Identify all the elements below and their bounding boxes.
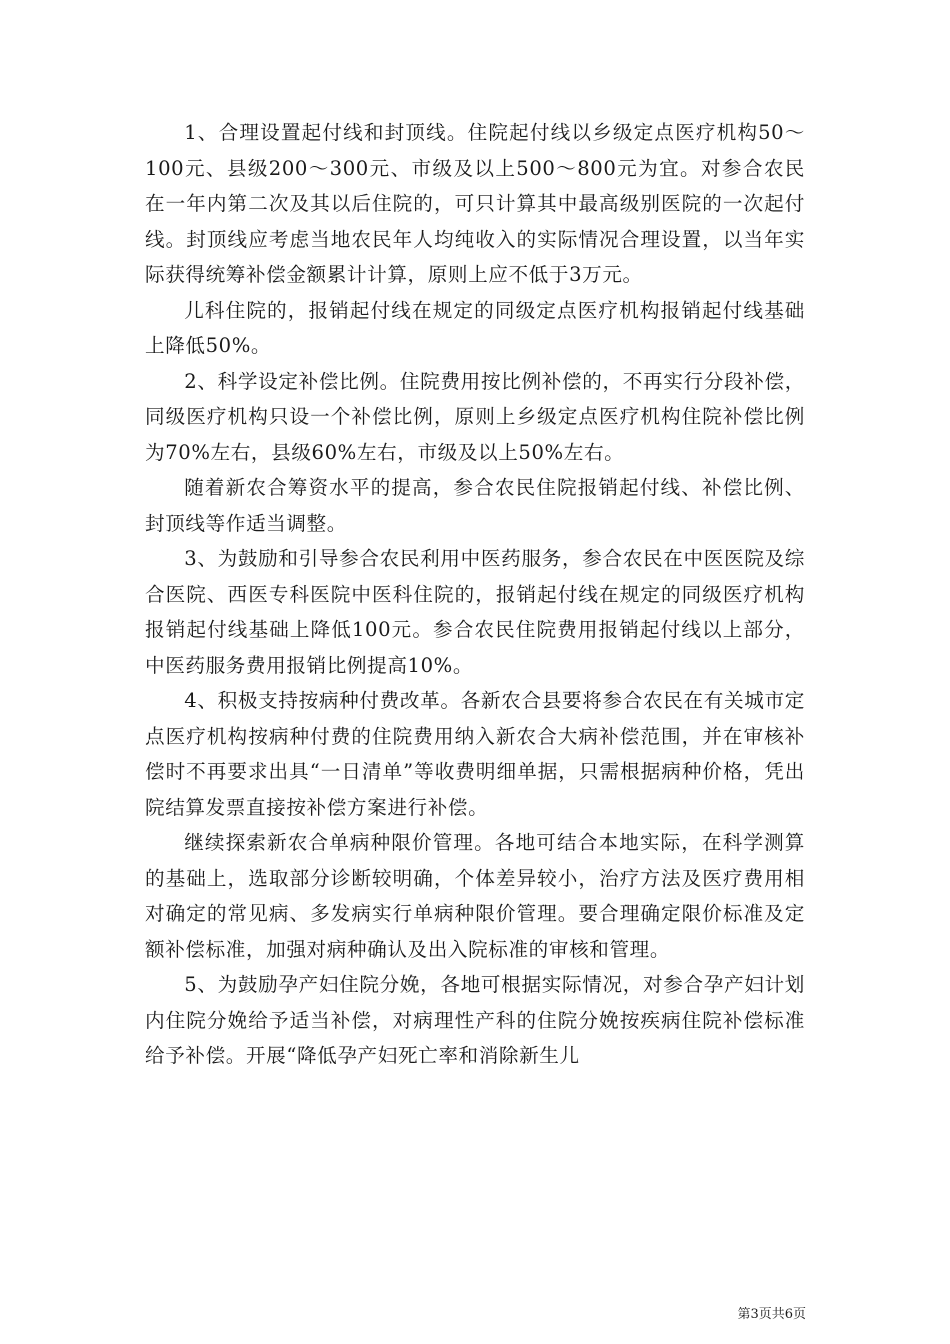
paragraph-3: 2、科学设定补偿比例。住院费用按比例补偿的，不再实行分段补偿，同级医疗机构只设一个补偿比例，原则上乡级定点医疗机构住院补偿比例为70%左右，县级60%左右，市级及以上50%左右。 [145, 369, 805, 464]
paragraph-7: 继续探索新农合单病种限价管理。各地可结合本地实际，在科学测算的基础上，选取部分诊断较明确，个体差异较小，治疗方法及医疗费用相对确定的常见病、多发病实行单病种限价管理。要合理确定限价标准及定额补偿标准，加强对病种确认及出入院标准的审核和管理。 [145, 831, 805, 961]
paragraph-8: 5、为鼓励孕产妇住院分娩，各地可根据实际情况，对参合孕产妇计划内住院分娩给予适当补偿，对病理性产科的住院分娩按疾病住院补偿标准给予补偿。开展“降低孕产妇死亡率和消除新生儿 [145, 973, 805, 1067]
paragraph-2: 儿科住院的，报销起付线在规定的同级定点医疗机构报销起付线基础上降低50%。 [145, 298, 805, 357]
page-number: 第3页共6页 [737, 1307, 806, 1322]
paragraph-6: 4、积极支持按病种付费改革。各新农合县要将参合农民在有关城市定点医疗机构按病种付费的住院费用纳入新农合大病补偿范围，并在审核补偿时不再要求出具“一日清单”等收费明细单据，只需根据病种价格，凭出院结算发票直接按补偿方案进行补偿。 [145, 689, 805, 819]
paragraph-5: 3、为鼓励和引导参合农民利用中医药服务，参合农民在中医医院及综合医院、西医专科医院中医科住院的，报销起付线在规定的同级医疗机构报销起付线基础上降低100元。参合农民住院费用报销起付线以上部分，中医药服务费用报销比例提高10%。 [145, 547, 805, 677]
paragraph-1: 1、合理设置起付线和封顶线。住院起付线以乡级定点医疗机构50～100元、县级200～300元、市级及以上500～800元为宜。对参合农民在一年内第二次及其以后住院的，可只计算其中最高级别医院的一次起付线。封顶线应考虑当地农民年人均纯收入的实际情况合理设置，以当年实际获得统筹补偿金额累计计算，原则上应不低于3万元。 [145, 121, 805, 286]
document-body [145, 115, 805, 1074]
paragraph-4: 随着新农合筹资水平的提高，参合农民住院报销起付线、补偿比例、封顶线等作适当调整。 [145, 476, 805, 535]
